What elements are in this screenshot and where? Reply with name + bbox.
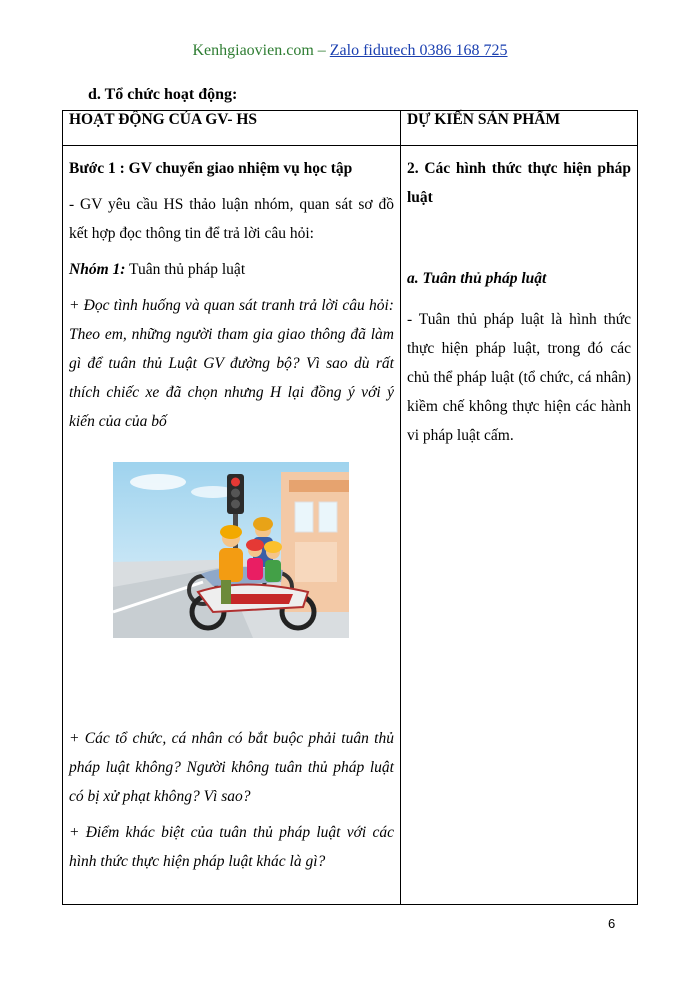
table-body-row <box>63 146 638 905</box>
activities-cell <box>63 146 401 905</box>
col-header-expected-products: DỰ KIẾN SẢN PHẨM <box>400 111 637 146</box>
question-3: + Điểm khác biệt của tuân thủ pháp luật với các hình thức thực hiện pháp luật khác là gì? <box>69 824 394 870</box>
expected-products-cell <box>400 146 637 905</box>
activity-table <box>62 110 638 905</box>
question-1: + Đọc tình huống và quan sát tranh trả lời câu hỏi: Theo em, những người tham gia giao thông đã làm gì để tuân thủ Luật GV đường bộ? Vì sao dù rất thích chiếc xe đã chọn nhưng H lại đồng ý với ý kiến của của bố <box>69 297 394 430</box>
traffic-illustration <box>113 462 349 638</box>
products-heading: 2. Các hình thức thực hiện pháp luật <box>406 160 631 206</box>
group-line <box>69 255 394 284</box>
header-separator: – <box>313 42 330 59</box>
step-label: Bước 1 : GV chuyển giao nhiệm vụ học tập <box>69 160 353 177</box>
group-topic: Tuân thủ pháp luật <box>125 261 246 278</box>
group-label: Nhóm 1: <box>69 261 126 278</box>
page-number: 6 <box>608 916 616 931</box>
products-content: - Tuân thủ pháp luật là hình thức thực hiện pháp luật, trong đó các chủ thể pháp luật (tổ chức, cá nhân) kiềm chế không thực hiện các hành vi pháp luật cấm. <box>406 311 631 444</box>
zalo-link[interactable]: Zalo fidutech 0386 168 725 <box>329 42 508 59</box>
section-title: d. Tổ chức hoạt động: <box>88 86 238 103</box>
col-header-activities: HOẠT ĐỘNG CỦA GV- HS <box>63 111 401 146</box>
table-header-row <box>63 111 638 146</box>
page-header <box>0 42 700 60</box>
instruction-text: - GV yêu cầu HS thảo luận nhóm, quan sát sơ đồ kết hợp đọc thông tin để trả lời câu hỏi: <box>69 196 394 242</box>
site-name: Kenhgiaovien.com <box>192 42 314 59</box>
products-subheading: a. Tuân thủ pháp luật <box>406 270 547 287</box>
question-2: + Các tổ chức, cá nhân có bắt buộc phải tuân thủ pháp luật không? Người không tuân thủ pháp luật có bị xử phạt không? Vì sao? <box>69 730 394 805</box>
